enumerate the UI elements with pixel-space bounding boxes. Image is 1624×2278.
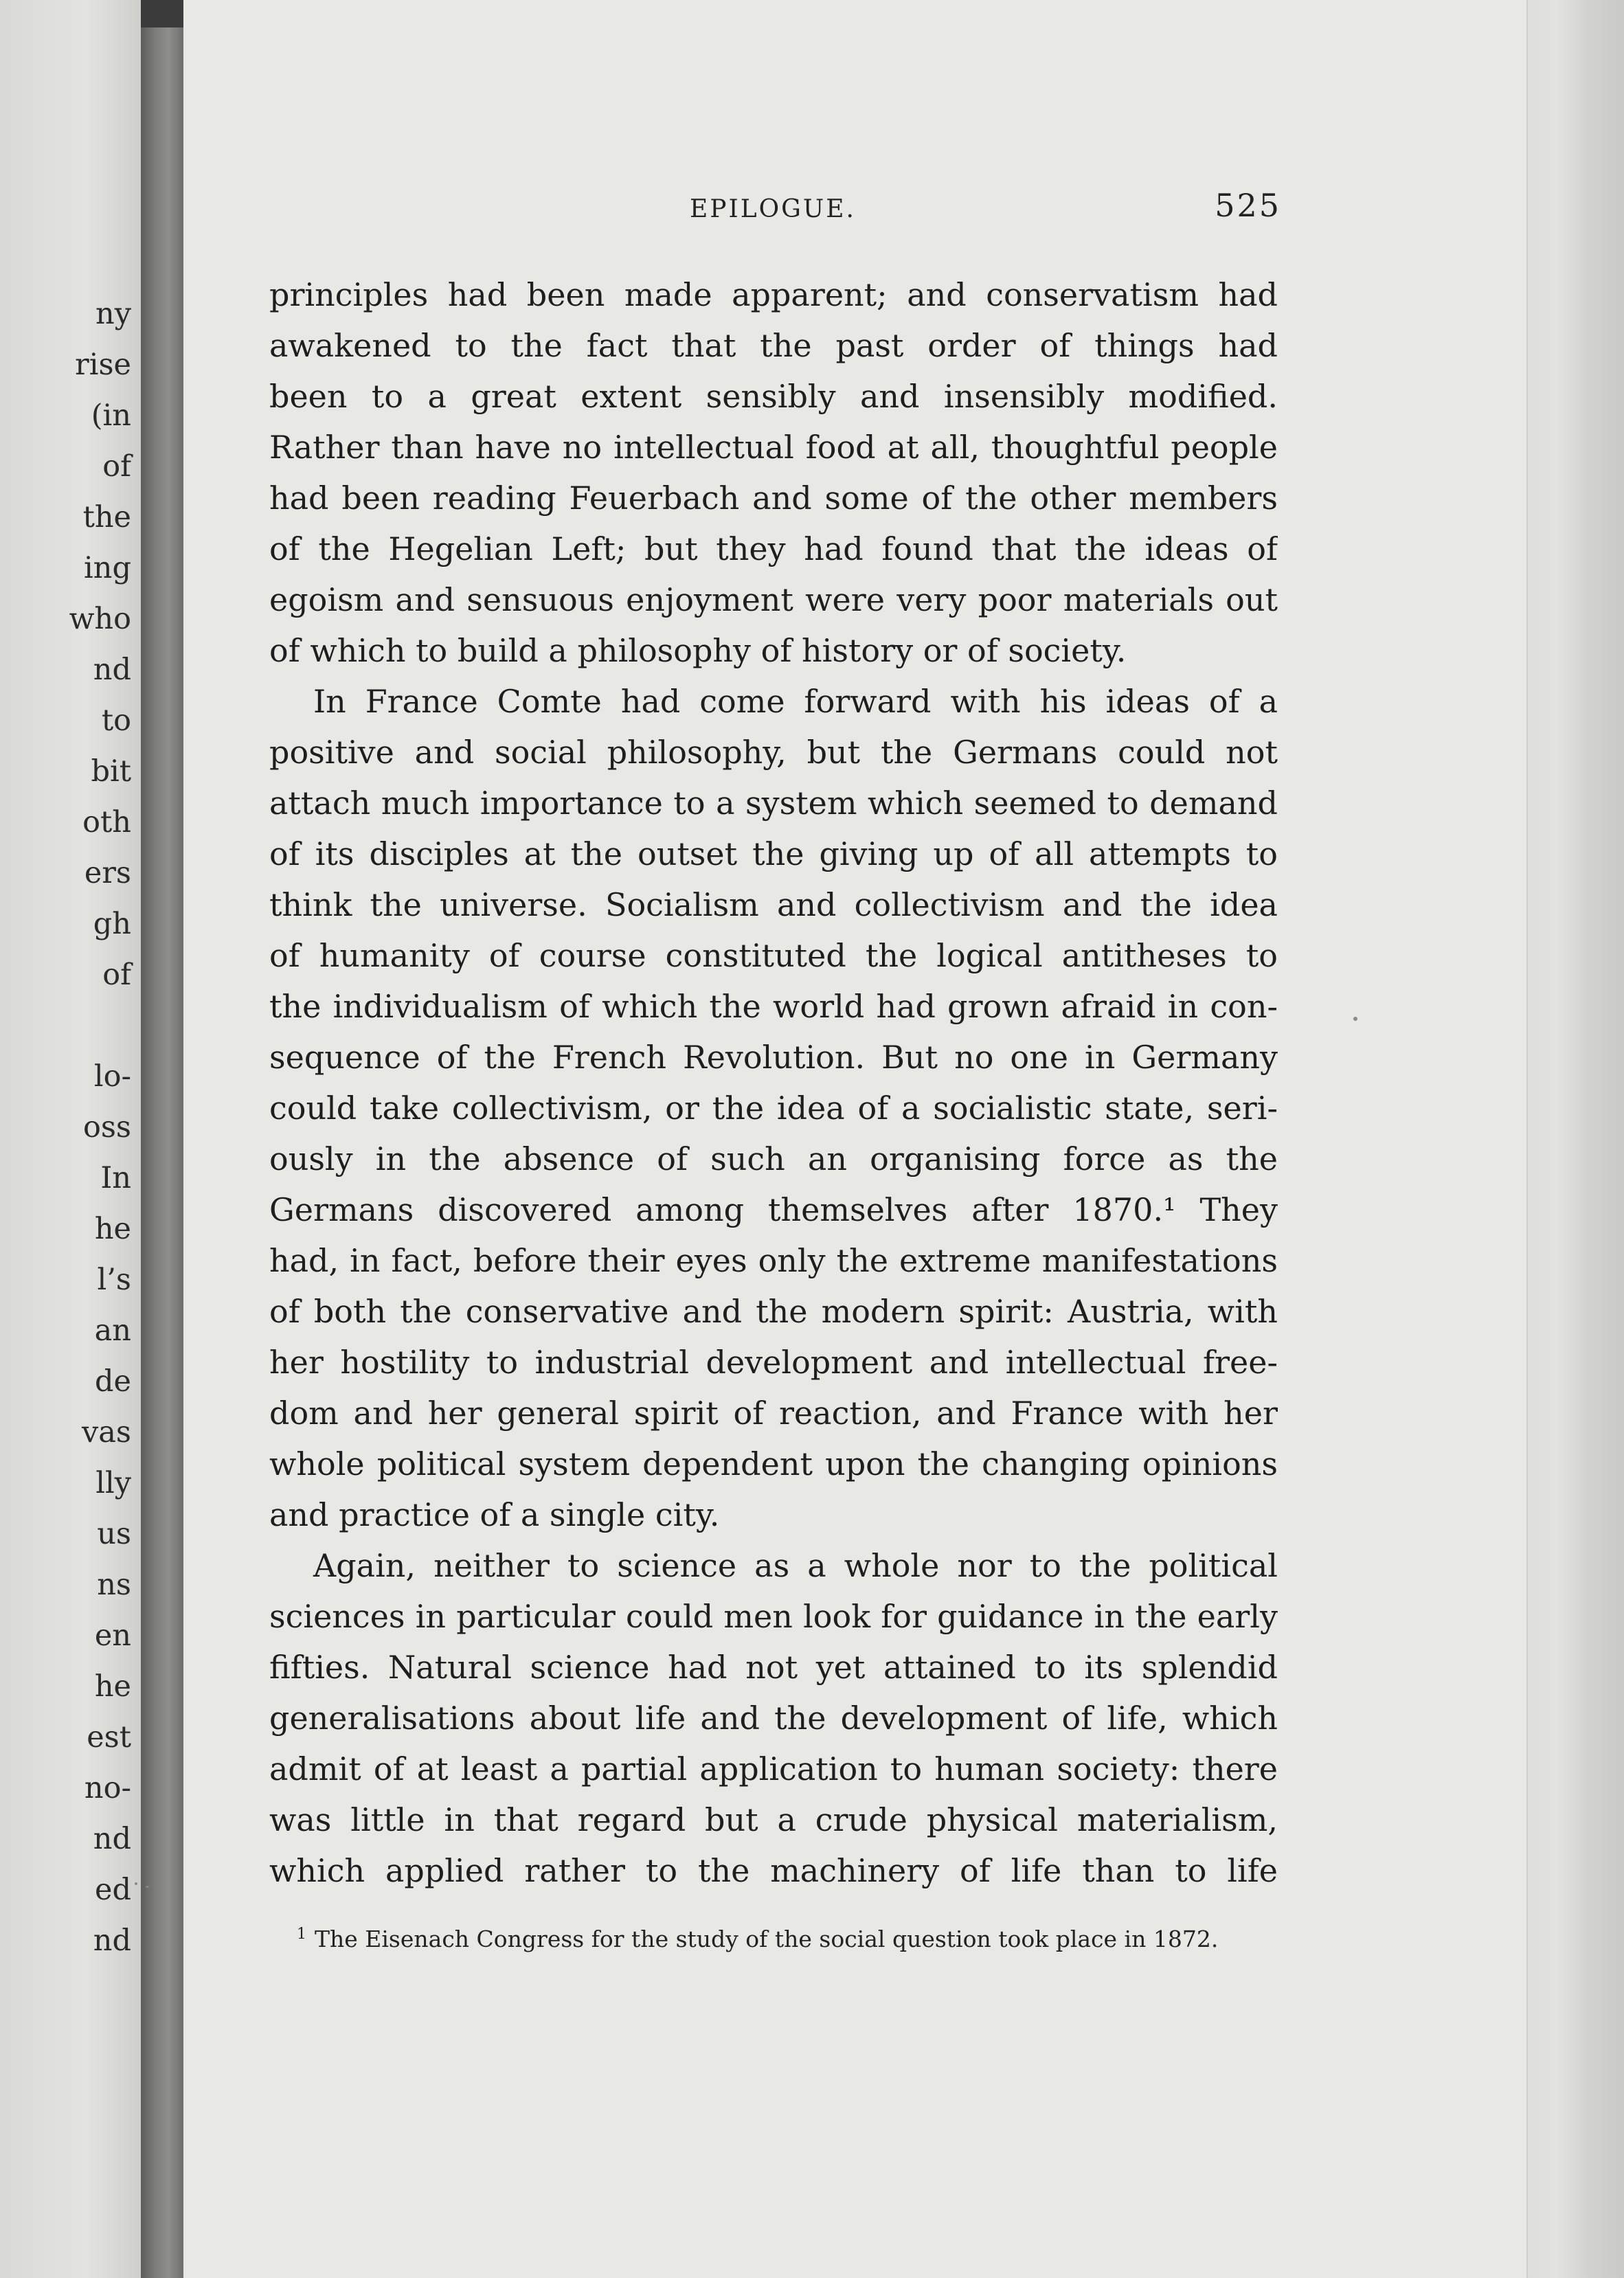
running-title: EPILOGUE.: [690, 195, 856, 223]
left-page-fragment: ers: [84, 856, 131, 890]
text-line: fifties. Natural science had not yet attained to its splendid: [269, 1649, 1278, 1686]
left-page-fragment: de: [95, 1364, 131, 1399]
text-line: dom and her general spirit of reaction, and France with her: [269, 1395, 1278, 1432]
paper-speck: [146, 1886, 149, 1888]
left-page-fragment: ed: [95, 1873, 131, 1907]
text-line: the individualism of which the world had grown afraid in con-: [269, 988, 1278, 1025]
left-page-fragment: oth: [82, 805, 131, 839]
left-page-fragment: ns: [97, 1568, 131, 1602]
paragraph: [269, 1540, 1278, 1896]
text-line: of both the conservative and the modern spirit: Austria, with: [269, 1293, 1278, 1330]
text-line: of its disciples at the outset the giving up of all attempts to: [269, 835, 1278, 872]
text-line: Rather than have no intellectual food at all, thoughtful people: [269, 429, 1278, 466]
left-page-fragment: lo-: [93, 1059, 131, 1094]
left-page-fragment: of: [102, 449, 131, 484]
text-line: of the Hegelian Left; but they had found that the ideas of: [269, 530, 1278, 567]
text-line: admit of at least a partial application to human society: there: [269, 1750, 1278, 1788]
text-line: of which to build a philosophy of history or of society.: [269, 632, 1127, 669]
left-page-fragment: to: [101, 703, 131, 738]
text-line: attach much importance to a system which seemed to demand: [269, 785, 1278, 822]
text-line: and practice of a single city.: [269, 1496, 720, 1533]
text-line: of humanity of course constituted the logical antitheses to: [269, 937, 1278, 974]
text-line: was little in that regard but a crude physical materialism,: [269, 1801, 1278, 1838]
text-line: think the universe. Socialism and collectivism and the idea: [269, 886, 1278, 923]
footnote-marker: 1: [297, 1926, 306, 1943]
left-page-fragment: est: [87, 1720, 131, 1755]
left-page-fragment: lly: [95, 1466, 131, 1500]
left-page-fragment: of: [102, 958, 131, 992]
text-line: whole political system dependent upon the changing opinions: [269, 1445, 1278, 1482]
text-line: been to a great extent sensibly and insensibly modified.: [269, 378, 1278, 415]
paragraph: [269, 676, 1278, 1540]
left-page-fragment: (in: [91, 398, 131, 433]
paper-speck: [135, 1882, 137, 1885]
left-page-fragment: nd: [93, 653, 131, 687]
text-line: generalisations about life and the development of life, which: [269, 1700, 1278, 1737]
footnote-text: The Eisenach Congress for the study of the social question took place in 1872.: [315, 1926, 1219, 1952]
paragraph: [269, 269, 1278, 676]
left-page-fragment: nd: [93, 1822, 131, 1856]
text-line: had been reading Feuerbach and some of the other members: [269, 480, 1278, 517]
left-page-fragment: bit: [91, 754, 131, 789]
page-header: [264, 187, 1281, 228]
text-line: Germans discovered among themselves after 1870.¹ They: [269, 1191, 1278, 1228]
text-line: awakened to the fact that the past order of things had: [269, 327, 1278, 364]
left-page-fragment: oss: [82, 1110, 131, 1144]
left-page-fragment: who: [69, 602, 131, 636]
text-line: had, in fact, before their eyes only the extreme manifestations: [269, 1242, 1278, 1279]
left-page-fragment: ny: [95, 297, 131, 331]
text-line: sequence of the French Revolution. But no one in Germany: [269, 1039, 1278, 1076]
left-page-fragment: ing: [84, 551, 131, 585]
page-number: 525: [1215, 187, 1281, 224]
body-text: [269, 269, 1278, 1896]
footnote: [269, 1919, 1286, 1954]
binding-gutter-top-shadow: [141, 0, 183, 27]
left-page-text-fragments: [69, 289, 131, 1966]
text-line: In France Comte had come forward with his ideas of a: [313, 683, 1278, 720]
text-line: Again, neither to science as a whole nor to the political: [313, 1547, 1278, 1584]
left-page-fragment: gh: [93, 907, 131, 941]
left-page-fragment: rise: [75, 348, 131, 382]
left-page-fragment: an: [94, 1313, 131, 1348]
left-page-fragment: us: [97, 1517, 131, 1551]
text-line: principles had been made apparent; and conservatism had: [269, 276, 1278, 313]
left-page-fragment: he: [94, 1212, 131, 1246]
text-line: egoism and sensuous enjoyment were very poor materials out: [269, 581, 1278, 618]
left-page-fragment: nd: [93, 1924, 131, 1958]
left-facing-page: [0, 0, 141, 2278]
left-page-fragment: vas: [82, 1415, 131, 1450]
left-page-fragment: l’s: [97, 1263, 131, 1297]
page-right-edge: [1526, 0, 1624, 2278]
left-page-fragment: the: [82, 500, 131, 534]
text-line: could take collectivism, or the idea of a socialistic state, seri-: [269, 1090, 1278, 1127]
text-line: ously in the absence of such an organising force as the: [269, 1140, 1278, 1177]
text-line: her hostility to industrial development and intellectual free-: [269, 1344, 1278, 1381]
paper-speck: [1353, 1017, 1357, 1021]
left-page-fragment: In: [100, 1161, 131, 1195]
left-page-fragment: en: [94, 1619, 131, 1653]
text-line: which applied rather to the machinery of life than to life: [269, 1852, 1278, 1889]
text-line: sciences in particular could men look for guidance in the early: [269, 1598, 1278, 1635]
left-page-fragment: [69, 1000, 131, 1051]
text-line: positive and social philosophy, but the Germans could not: [269, 734, 1278, 771]
left-page-fragment: he: [94, 1669, 131, 1704]
binding-gutter: [141, 0, 183, 2278]
left-page-fragment: no-: [84, 1771, 131, 1805]
